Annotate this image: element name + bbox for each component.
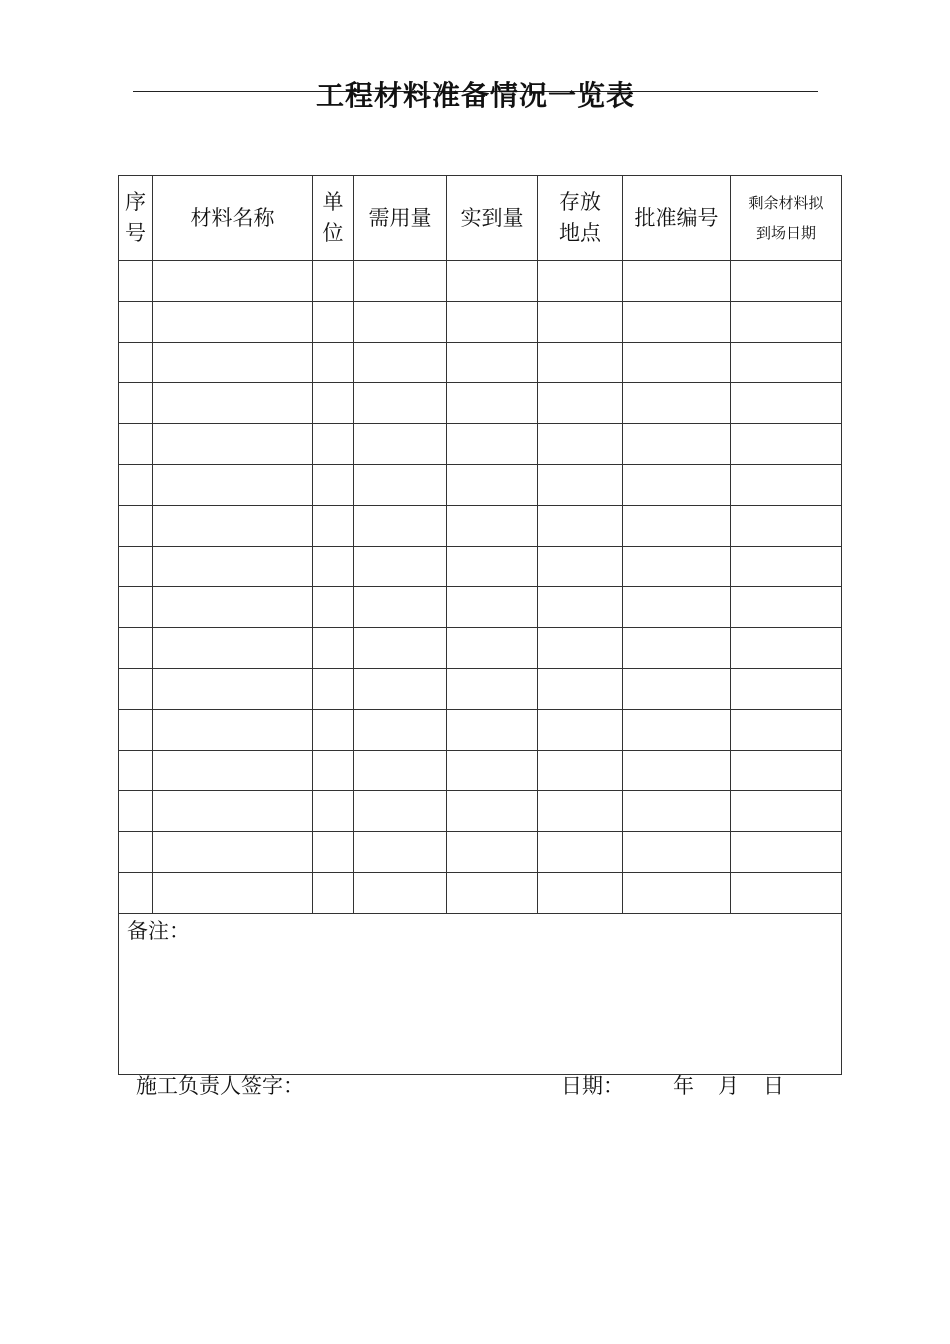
col-header-serial-line1: 序 xyxy=(125,190,146,214)
table-cell[interactable] xyxy=(153,301,313,342)
table-row xyxy=(119,587,842,628)
table-cell[interactable] xyxy=(623,546,731,587)
table-cell[interactable] xyxy=(119,628,153,669)
col-header-storage xyxy=(538,176,623,261)
table-cell[interactable] xyxy=(313,261,354,302)
table-cell[interactable] xyxy=(153,832,313,873)
table-cell[interactable] xyxy=(731,342,842,383)
table-cell[interactable] xyxy=(119,872,153,913)
table-cell[interactable] xyxy=(447,505,538,546)
table-cell[interactable] xyxy=(538,342,623,383)
table-cell[interactable] xyxy=(731,424,842,465)
table-cell[interactable] xyxy=(153,628,313,669)
table-cell[interactable] xyxy=(538,750,623,791)
table-cell[interactable] xyxy=(623,301,731,342)
table-cell[interactable] xyxy=(313,383,354,424)
col-header-serial-line2: 号 xyxy=(125,221,146,245)
page-title: 工程材料准备情况一览表 xyxy=(315,79,635,112)
table-row xyxy=(119,261,842,302)
col-header-required-qty: 需用量 xyxy=(354,176,447,261)
table-cell[interactable] xyxy=(538,424,623,465)
header-row xyxy=(119,176,842,261)
day-label: 日 xyxy=(763,1074,784,1098)
table-cell[interactable] xyxy=(153,383,313,424)
table-row xyxy=(119,342,842,383)
table-cell[interactable] xyxy=(119,505,153,546)
date-label: 日期： xyxy=(561,1074,624,1098)
table-row xyxy=(119,464,842,505)
table-cell[interactable] xyxy=(354,832,447,873)
table-cell[interactable] xyxy=(731,872,842,913)
table-cell[interactable] xyxy=(313,832,354,873)
table-cell[interactable] xyxy=(731,709,842,750)
table-cell[interactable] xyxy=(153,791,313,832)
table-cell[interactable] xyxy=(153,546,313,587)
year-label: 年 xyxy=(673,1074,694,1098)
table-cell[interactable] xyxy=(731,668,842,709)
col-header-remaining-line2: 到场日期 xyxy=(755,224,816,242)
table-cell[interactable] xyxy=(623,587,731,628)
table-cell[interactable] xyxy=(731,832,842,873)
col-header-unit-line2: 位 xyxy=(322,221,344,245)
table-cell[interactable] xyxy=(313,424,354,465)
col-header-remaining-line1: 剩余材料拟 xyxy=(748,194,824,212)
col-header-material-name: 材料名称 xyxy=(153,176,313,261)
table-cell[interactable] xyxy=(731,587,842,628)
table-cell[interactable] xyxy=(623,342,731,383)
title-bar xyxy=(133,62,818,112)
table-cell[interactable] xyxy=(119,464,153,505)
table-cell[interactable] xyxy=(447,791,538,832)
table-row xyxy=(119,791,842,832)
table-cell[interactable] xyxy=(538,464,623,505)
table-cell[interactable] xyxy=(623,383,731,424)
table-cell[interactable] xyxy=(731,301,842,342)
table-body xyxy=(119,261,842,1075)
table-cell[interactable] xyxy=(623,872,731,913)
table-cell[interactable] xyxy=(354,546,447,587)
table-cell[interactable] xyxy=(153,587,313,628)
table-cell[interactable] xyxy=(119,301,153,342)
table-cell[interactable] xyxy=(354,505,447,546)
col-header-remaining-date xyxy=(731,176,842,261)
table-cell[interactable] xyxy=(119,424,153,465)
table-cell[interactable] xyxy=(313,342,354,383)
table-cell[interactable] xyxy=(354,668,447,709)
table-cell[interactable] xyxy=(354,587,447,628)
table-row xyxy=(119,424,842,465)
table-cell[interactable] xyxy=(313,872,354,913)
table-cell[interactable] xyxy=(447,709,538,750)
table-cell[interactable] xyxy=(447,424,538,465)
table-cell[interactable] xyxy=(313,628,354,669)
col-header-serial xyxy=(119,176,153,261)
table-cell[interactable] xyxy=(447,587,538,628)
table-cell[interactable] xyxy=(153,342,313,383)
table-cell[interactable] xyxy=(313,709,354,750)
table-cell[interactable] xyxy=(313,791,354,832)
table-cell[interactable] xyxy=(119,383,153,424)
table-cell[interactable] xyxy=(119,791,153,832)
table-cell[interactable] xyxy=(538,832,623,873)
table-cell[interactable] xyxy=(623,424,731,465)
table-cell[interactable] xyxy=(731,383,842,424)
table-row xyxy=(119,872,842,913)
table-cell[interactable] xyxy=(354,424,447,465)
table-cell[interactable] xyxy=(153,261,313,302)
table-cell[interactable] xyxy=(538,546,623,587)
table-row xyxy=(119,505,842,546)
table-cell[interactable] xyxy=(313,505,354,546)
table-cell[interactable] xyxy=(538,383,623,424)
table-cell[interactable] xyxy=(354,791,447,832)
table-cell[interactable] xyxy=(119,587,153,628)
table-cell[interactable] xyxy=(153,750,313,791)
table-cell[interactable] xyxy=(538,505,623,546)
col-header-approval-no: 批准编号 xyxy=(623,176,731,261)
table-row xyxy=(119,546,842,587)
table-cell[interactable] xyxy=(313,587,354,628)
table-cell[interactable] xyxy=(447,342,538,383)
table-cell[interactable] xyxy=(119,832,153,873)
col-header-storage-line1: 存放 xyxy=(559,190,601,214)
table-cell[interactable] xyxy=(447,301,538,342)
table-cell[interactable] xyxy=(731,261,842,302)
table-cell[interactable] xyxy=(538,301,623,342)
table-cell[interactable] xyxy=(447,383,538,424)
table-cell[interactable] xyxy=(153,709,313,750)
table-cell[interactable] xyxy=(623,791,731,832)
table-row xyxy=(119,301,842,342)
table-cell[interactable] xyxy=(313,668,354,709)
table-cell[interactable] xyxy=(447,872,538,913)
table-cell[interactable] xyxy=(153,668,313,709)
table-cell[interactable] xyxy=(731,546,842,587)
remarks-label: 备注： xyxy=(127,918,190,943)
table-cell[interactable] xyxy=(153,424,313,465)
table-cell[interactable] xyxy=(447,750,538,791)
table-cell[interactable] xyxy=(731,750,842,791)
table-cell[interactable] xyxy=(313,301,354,342)
table-cell[interactable] xyxy=(538,872,623,913)
table-cell[interactable] xyxy=(538,628,623,669)
table-cell[interactable] xyxy=(119,668,153,709)
table-cell[interactable] xyxy=(538,668,623,709)
remarks-row xyxy=(119,913,842,1074)
table-cell[interactable] xyxy=(538,709,623,750)
table-row xyxy=(119,750,842,791)
table-cell[interactable] xyxy=(354,750,447,791)
table-cell[interactable] xyxy=(538,261,623,302)
table-cell[interactable] xyxy=(447,464,538,505)
table-cell[interactable] xyxy=(447,668,538,709)
table-cell[interactable] xyxy=(623,261,731,302)
table-cell[interactable] xyxy=(623,464,731,505)
table-cell[interactable] xyxy=(354,709,447,750)
col-header-actual-qty: 实到量 xyxy=(447,176,538,261)
table-cell[interactable] xyxy=(354,628,447,669)
table-cell[interactable] xyxy=(119,546,153,587)
table-cell[interactable] xyxy=(623,709,731,750)
table-cell[interactable] xyxy=(313,464,354,505)
remarks-cell[interactable] xyxy=(119,913,842,1074)
table-cell[interactable] xyxy=(354,261,447,302)
table-cell[interactable] xyxy=(538,587,623,628)
table-cell[interactable] xyxy=(447,546,538,587)
table-cell[interactable] xyxy=(153,872,313,913)
table-cell[interactable] xyxy=(354,301,447,342)
table-cell[interactable] xyxy=(119,261,153,302)
table-row xyxy=(119,383,842,424)
table-cell[interactable] xyxy=(623,750,731,791)
table-cell[interactable] xyxy=(354,464,447,505)
table-cell[interactable] xyxy=(623,628,731,669)
table-cell[interactable] xyxy=(623,832,731,873)
table-row xyxy=(119,832,842,873)
table-cell[interactable] xyxy=(731,791,842,832)
table-cell[interactable] xyxy=(119,750,153,791)
month-label: 月 xyxy=(718,1074,739,1098)
table-cell[interactable] xyxy=(623,668,731,709)
table-cell[interactable] xyxy=(313,546,354,587)
table-cell[interactable] xyxy=(731,464,842,505)
table-row xyxy=(119,628,842,669)
table-cell[interactable] xyxy=(153,505,313,546)
table-cell[interactable] xyxy=(354,383,447,424)
table-row xyxy=(119,709,842,750)
table-cell[interactable] xyxy=(119,342,153,383)
table-cell[interactable] xyxy=(538,791,623,832)
table-cell[interactable] xyxy=(623,505,731,546)
col-header-storage-line2: 地点 xyxy=(559,221,601,245)
table-cell[interactable] xyxy=(119,709,153,750)
table-cell[interactable] xyxy=(447,261,538,302)
table-cell[interactable] xyxy=(731,628,842,669)
table-cell[interactable] xyxy=(447,832,538,873)
materials-table xyxy=(118,175,842,1075)
table-cell[interactable] xyxy=(354,872,447,913)
table-row xyxy=(119,668,842,709)
table-cell[interactable] xyxy=(447,628,538,669)
table-cell[interactable] xyxy=(731,505,842,546)
col-header-unit xyxy=(313,176,354,261)
table-cell[interactable] xyxy=(313,750,354,791)
col-header-unit-line1: 单 xyxy=(322,190,344,214)
table-cell[interactable] xyxy=(153,464,313,505)
table-cell[interactable] xyxy=(354,342,447,383)
signature-label: 施工负责人签字： xyxy=(136,1074,304,1098)
